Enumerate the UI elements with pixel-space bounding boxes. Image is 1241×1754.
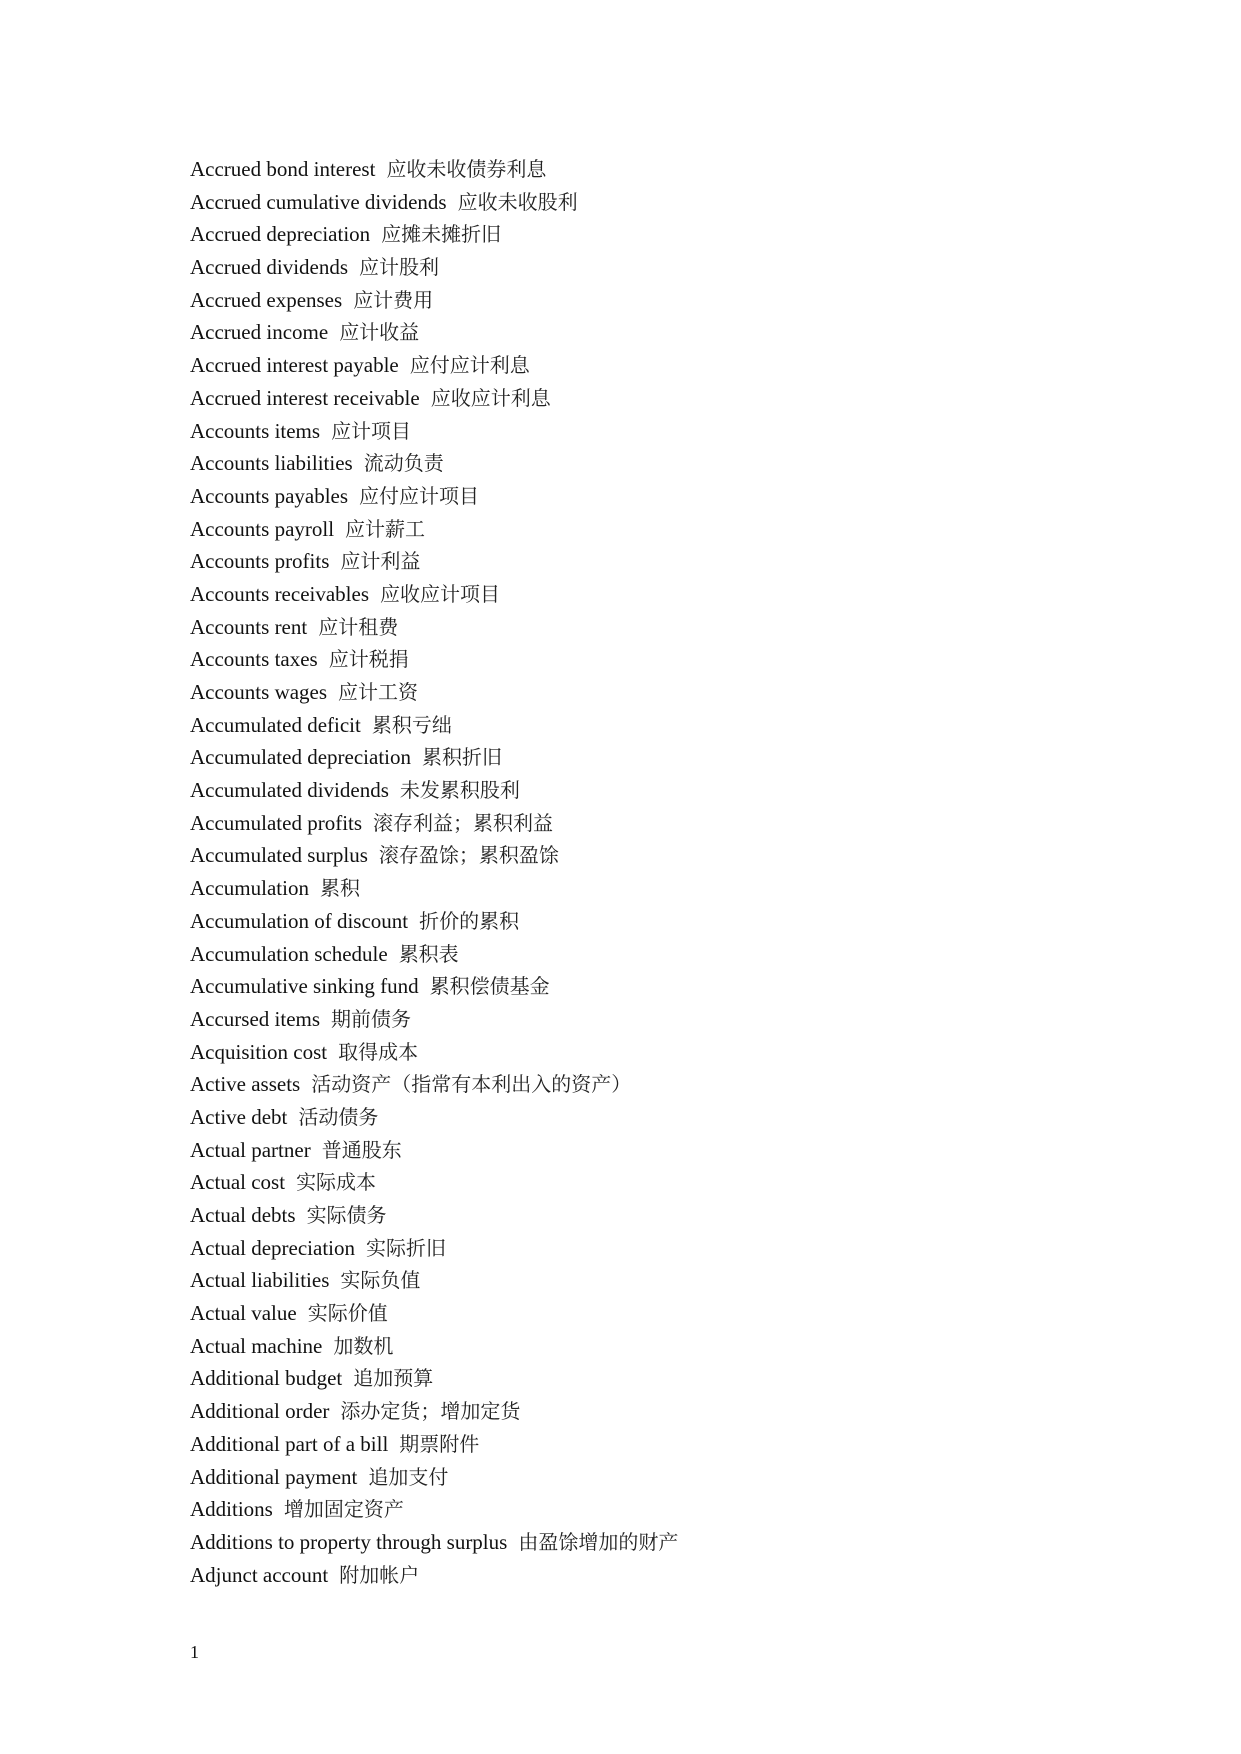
glossary-entry [190,1199,678,1232]
glossary-translation: 应计收益 [339,320,420,345]
glossary-translation: 由盈馀增加的财产 [518,1529,679,1554]
glossary-translation: 添办定货；增加定货 [340,1399,521,1424]
glossary-entry [190,1297,678,1330]
glossary-term: Actual debts [190,1203,296,1227]
glossary-translation: 追加支付 [368,1464,449,1489]
glossary-entry [190,578,678,611]
glossary-translation: 活动资产（指常有本利出入的资产） [311,1072,632,1097]
glossary-term: Accumulated dividends [190,778,389,803]
glossary-term: Accrued expenses [190,287,343,312]
glossary-translation: 应计工资 [338,680,419,704]
page-number: 1 [190,1642,199,1662]
glossary-translation: 流动负责 [363,451,444,476]
glossary-entry [190,218,678,251]
glossary-translation: 应计利益 [340,549,421,574]
glossary-translation: 实际折旧 [366,1235,447,1260]
glossary-entry [190,1461,678,1494]
glossary-translation: 期票附件 [399,1431,480,1456]
glossary-term: Acquisition cost [190,1039,328,1064]
glossary-entry [190,1526,678,1559]
glossary-translation: 未发累积股利 [399,778,520,803]
glossary-translation: 应计股利 [359,255,440,280]
glossary-entry [190,480,678,513]
glossary-entry [190,1330,678,1363]
glossary-term: Additional budget [190,1366,343,1391]
glossary-entry [190,447,678,480]
glossary-entry [190,382,678,415]
glossary-entry [190,741,678,774]
glossary-translation: 应收未收股利 [457,189,578,214]
glossary-translation: 取得成本 [338,1039,419,1064]
glossary-entry [190,1264,678,1297]
glossary-entry [190,316,678,349]
glossary-entry [190,251,678,284]
glossary-term: Accrued cumulative dividends [190,189,447,214]
glossary-term: Accrued interest payable [190,353,399,378]
glossary-entry [190,807,678,840]
glossary-entry [190,186,678,219]
glossary-translation: 应计费用 [353,287,434,312]
glossary-translation: 滚存利益；累积利益 [373,810,554,835]
glossary-term: Additional payment [190,1464,358,1489]
glossary-translation: 追加预算 [353,1366,434,1391]
glossary-term: Accounts taxes [190,647,318,672]
glossary-term: Additional part of a bill [190,1431,389,1456]
glossary-translation: 期前债务 [331,1006,412,1031]
glossary-translation: 应计税捐 [328,647,409,672]
glossary-translation: 应计项目 [331,418,412,443]
glossary-translation: 应收应计项目 [380,581,501,606]
glossary-term: Additions [190,1497,273,1522]
glossary-translation: 累积表 [398,941,459,966]
glossary-term: Accumulative sinking fund [190,974,419,999]
glossary-term: Accounts payables [190,483,349,508]
glossary-term: Accumulated surplus [190,843,368,868]
glossary-term: Accumulation schedule [190,941,388,966]
glossary-entry [190,905,678,938]
glossary-translation: 实际成本 [296,1170,377,1195]
glossary-entry [190,1493,678,1526]
glossary-translation: 应收未收债券利息 [386,157,547,181]
glossary-term: Accrued bond interest [190,157,376,181]
glossary-translation: 累积偿债基金 [429,974,550,999]
glossary-term: Accounts liabilities [190,451,353,476]
glossary-entry [190,1134,678,1167]
glossary-entry [190,709,678,742]
glossary-entry [190,774,678,807]
glossary-entry [190,1232,678,1265]
glossary-entry [190,1003,678,1036]
glossary-translation: 累积 [319,876,360,901]
glossary-translation: 滚存盈馀；累积盈馀 [378,843,559,868]
glossary-translation: 累积亏绌 [371,712,452,737]
glossary-entry [190,415,678,448]
glossary-entry [190,1395,678,1428]
glossary-translation: 应付应计利息 [409,353,530,378]
glossary-entry [190,611,678,644]
glossary-entry [190,284,678,317]
glossary-translation: 实际价值 [307,1301,388,1326]
glossary-translation: 应计租费 [318,614,399,639]
glossary-entry [190,545,678,578]
glossary-term: Accumulated profits [190,810,363,835]
glossary-term: Actual liabilities [190,1268,330,1293]
glossary-translation: 累积折旧 [421,745,502,770]
glossary-translation: 实际负值 [340,1268,421,1293]
glossary-entry [190,643,678,676]
glossary-entry [190,1036,678,1069]
glossary-entry [190,970,678,1003]
glossary-translation: 折价的累积 [419,908,520,933]
glossary-term: Accrued income [190,320,329,345]
glossary-entry [190,872,678,905]
glossary-term: Accursed items [190,1006,321,1031]
glossary-term: Active debt [190,1104,288,1129]
glossary-entry [190,1362,678,1395]
glossary-term: Accumulation of discount [190,908,409,933]
glossary-term: Actual partner [190,1137,311,1162]
glossary-entry [190,1068,678,1101]
glossary-translation: 附加帐户 [339,1562,420,1587]
glossary-term: Actual depreciation [190,1235,356,1260]
glossary-entry [190,676,678,709]
glossary-term: Actual machine [190,1333,323,1358]
glossary-term: Accrued interest receivable [190,385,420,410]
glossary-term: Accounts profits [190,549,330,574]
glossary-entry [190,349,678,382]
glossary-translation: 应付应计项目 [359,483,480,508]
glossary-term: Additions to property through surplus [190,1529,508,1554]
glossary-term: Accumulated depreciation [190,745,411,770]
glossary-term: Accounts rent [190,614,308,639]
glossary-translation: 加数机 [333,1333,394,1358]
glossary-term: Additional order [190,1399,330,1424]
glossary-term: Actual cost [190,1170,286,1195]
glossary-translation: 普通股东 [321,1137,402,1162]
glossary-term: Accumulation [190,876,309,901]
glossary-entry [190,1559,678,1592]
glossary-term: Accounts receivables [190,581,370,606]
glossary-term: Accounts items [190,418,321,443]
glossary-translation: 活动债务 [298,1104,379,1129]
glossary-entry [190,1166,678,1199]
glossary-translation: 增加固定资产 [283,1497,404,1522]
glossary-translation: 应摊未摊折旧 [381,222,502,247]
glossary-entry [190,1101,678,1134]
glossary-term: Adjunct account [190,1562,329,1587]
glossary-translation: 应收应计利息 [430,385,551,410]
glossary-entry [190,513,678,546]
glossary-entry [190,938,678,971]
glossary-term: Accounts payroll [190,516,335,541]
glossary-term: Active assets [190,1072,301,1097]
glossary-entry [190,1428,678,1461]
glossary-entry [190,153,678,186]
glossary-term: Accumulated deficit [190,712,361,737]
glossary-term: Actual value [190,1301,297,1326]
glossary-list [190,153,678,1591]
glossary-translation: 实际债务 [306,1203,387,1227]
glossary-term: Accrued dividends [190,255,349,280]
glossary-term: Accounts wages [190,680,328,704]
glossary-translation: 应计薪工 [345,516,426,541]
glossary-entry [190,839,678,872]
glossary-term: Accrued depreciation [190,222,371,247]
